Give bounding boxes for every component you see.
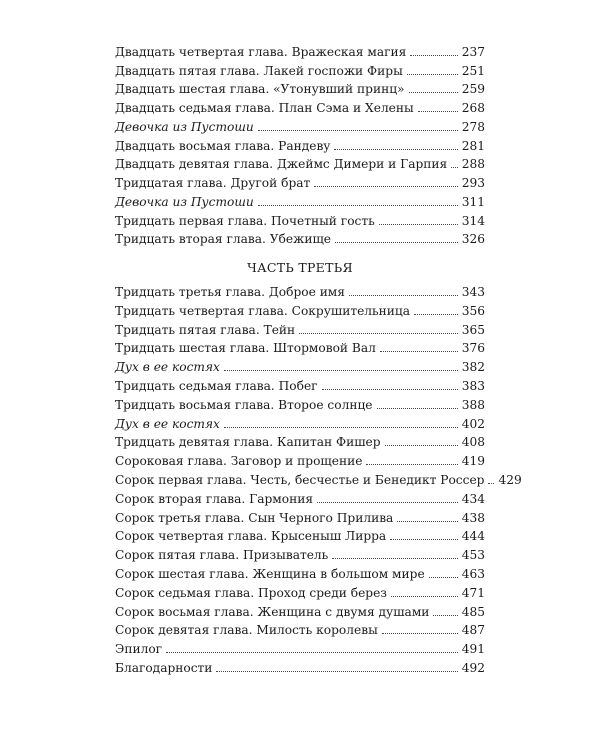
toc-entry-title: Тридцать седьмая глава. Побег [115,379,318,394]
toc-entry [115,299,485,318]
toc-entry [115,656,485,675]
toc-entry-title: Тридцать девятая глава. Капитан Фишер [115,435,381,450]
toc-entry [115,59,485,78]
toc-entry [115,337,485,356]
toc-dot-leader [409,92,458,93]
toc-entry-page-number: 471 [461,585,485,600]
toc-entry-title: Двадцать седьмая глава. План Сэма и Хелены [115,101,414,115]
toc-entry-page-number: 311 [461,194,485,209]
toc-entry [115,506,485,525]
toc-entry-title: Двадцать четвертая глава. Вражеская магия [115,44,407,59]
toc-entry-page-number: 281 [461,138,485,153]
toc-entry-title: Тридцатая глава. Другой брат [115,176,311,190]
toc-entry-title: Тридцать восьмая глава. Второе солнце [115,397,373,412]
toc-entry-title: Тридцать четвертая глава. Сокрушительница [115,303,411,318]
toc-entry [115,412,485,431]
toc-entry-page-number: 419 [461,454,485,469]
toc-entry-title: Сорок пятая глава. Призыватель [115,548,329,563]
toc-entry-page-number: 365 [461,322,485,337]
toc-dot-leader [377,408,458,409]
toc-entry [115,40,485,59]
toc-entry-title: Тридцать вторая глава. Убежище [115,232,331,247]
toc-dot-leader [216,671,457,672]
toc-entry-page-number: 492 [461,660,485,675]
toc-entry [115,581,485,600]
toc-entry-page-number: 278 [461,119,485,134]
toc-entry-title: Двадцать девятая глава. Джеймс Димери и Гарпия [115,157,448,172]
toc-entry-title: Тридцать шестая глава. Штормовой Вал [115,341,376,356]
toc-dot-leader [335,242,458,243]
toc-entry [115,468,522,488]
toc-entry-page-number: 356 [461,303,485,318]
toc-entry-page-number: 382 [461,360,485,375]
toc-entry [115,449,485,468]
toc-entry-title: Сорок третья глава. Сын Черного Прилива [115,510,394,525]
toc-entry [115,228,485,247]
toc-entry-page-number: 388 [461,397,485,412]
toc-dot-leader [429,577,458,578]
toc-entry [115,600,485,619]
toc-dot-leader [410,55,457,56]
toc-entry-title: Сорок вторая глава. Гармония [115,491,314,506]
toc-entry-page-number: 429 [498,473,522,488]
toc-list-part-two [115,40,485,246]
toc-entry-title: Двадцать шестая глава. «Утонувший принц» [115,82,405,97]
toc-entry [115,543,485,562]
toc-dot-leader [349,295,458,296]
toc-entry-title: Девочка из Пустоши [115,119,254,134]
toc-entry-title: Сорок первая глава. Честь, бесчестье и Бенедикт Россер [115,473,485,488]
toc-entry-page-number: 376 [461,341,485,356]
toc-dot-leader [391,596,458,597]
toc-dot-leader [418,111,458,112]
toc-entry [115,355,485,374]
toc-entry-page-number: 383 [461,379,485,394]
toc-entry-title: Сорок шестая глава. Женщина в большом мире [115,567,425,581]
toc-dot-leader [382,633,458,634]
toc-entry-title: Дух в ее костях [115,416,220,431]
toc-entry-page-number: 343 [461,285,485,300]
toc-entry [115,562,485,581]
toc-entry-page-number: 485 [461,604,485,619]
toc-entry-title: Дух в ее костях [115,360,220,375]
toc-entry-page-number: 491 [461,642,485,657]
toc-entry-page-number: 402 [461,416,485,431]
toc-dot-leader [224,427,458,428]
toc-dot-leader [488,483,494,484]
toc-dot-leader [433,615,457,616]
toc-entry-page-number: 487 [461,623,485,638]
toc-dot-leader [397,521,457,522]
toc-entry-page-number: 251 [461,63,485,78]
toc-entry-page-number: 237 [461,44,485,59]
toc-entry [115,318,485,337]
toc-entry [115,78,485,97]
toc-entry [115,134,485,153]
toc-dot-leader [390,539,458,540]
toc-entry-page-number: 268 [461,101,485,115]
toc-entry [115,115,485,134]
toc-entry [115,374,485,393]
toc-dot-leader [258,205,458,206]
toc-entry-title: Сорок восьмая глава. Женщина с двумя душами [115,604,430,619]
toc-dot-leader [299,333,458,334]
toc-dot-leader [414,314,458,315]
toc-entry-page-number: 444 [461,529,485,544]
toc-entry-page-number: 314 [461,213,485,228]
toc-entry-title: Сорок четвертая глава. Крысеныш Лирра [115,529,387,544]
toc-entry-title: Сорок девятая глава. Милость королевы [115,623,378,638]
toc-entry-page-number: 326 [461,232,485,247]
toc-entry-title: Двадцать пятая глава. Лакей госпожи Фиры [115,63,403,78]
toc-entry-page-number: 463 [461,567,485,581]
toc-entry [115,153,485,172]
toc-dot-leader [379,224,458,225]
toc-entry-title: Благодарности [115,660,213,675]
toc-dot-leader [332,558,457,559]
toc-entry-page-number: 288 [461,157,485,172]
toc-entry-title: Тридцать пятая глава. Тейн [115,322,296,337]
toc-dot-leader [407,74,458,75]
toc-entry [115,190,485,209]
toc-entry-page-number: 293 [461,176,485,190]
toc-entry [115,525,485,544]
toc-dot-leader [366,464,457,465]
toc-entry-title: Тридцать первая глава. Почетный гость [115,213,375,228]
toc-entry-page-number: 438 [461,510,485,525]
toc-dot-leader [224,370,458,371]
toc-entry-page-number: 408 [461,435,485,450]
toc-list-part-three [115,280,522,675]
toc-entry-title: Девочка из Пустоши [115,194,254,209]
toc-entry [115,393,485,412]
toc-dot-leader [317,502,458,503]
toc-entry-page-number: 453 [461,548,485,563]
toc-dot-leader [380,351,458,352]
toc-entry-title: Тридцать третья глава. Доброе имя [115,285,345,300]
toc-dot-leader [258,130,458,131]
toc-entry-title: Сорок седьмая глава. Проход среди берез [115,585,387,600]
table-of-contents [115,40,522,675]
toc-entry [115,96,485,115]
toc-entry [115,209,485,228]
toc-entry [115,431,485,450]
toc-entry [115,619,485,638]
toc-dot-leader [322,389,458,390]
toc-dot-leader [334,149,457,150]
toc-entry-page-number: 259 [461,82,485,97]
section-heading-part-three: ЧАСТЬ ТРЕТЬЯ [247,260,353,276]
toc-entry [115,637,485,656]
toc-entry [115,171,485,190]
toc-entry [115,487,485,506]
toc-dot-leader [314,186,457,187]
toc-entry-title: Сороковая глава. Заговор и прощение [115,454,363,469]
toc-dot-leader [166,652,458,653]
toc-dot-leader [385,445,458,446]
toc-entry-title: Эпилог [115,642,163,657]
toc-entry [115,280,485,299]
toc-entry-title: Двадцать восьмая глава. Рандеву [115,138,331,153]
toc-dot-leader [451,167,458,168]
toc-entry-page-number: 434 [461,491,485,506]
